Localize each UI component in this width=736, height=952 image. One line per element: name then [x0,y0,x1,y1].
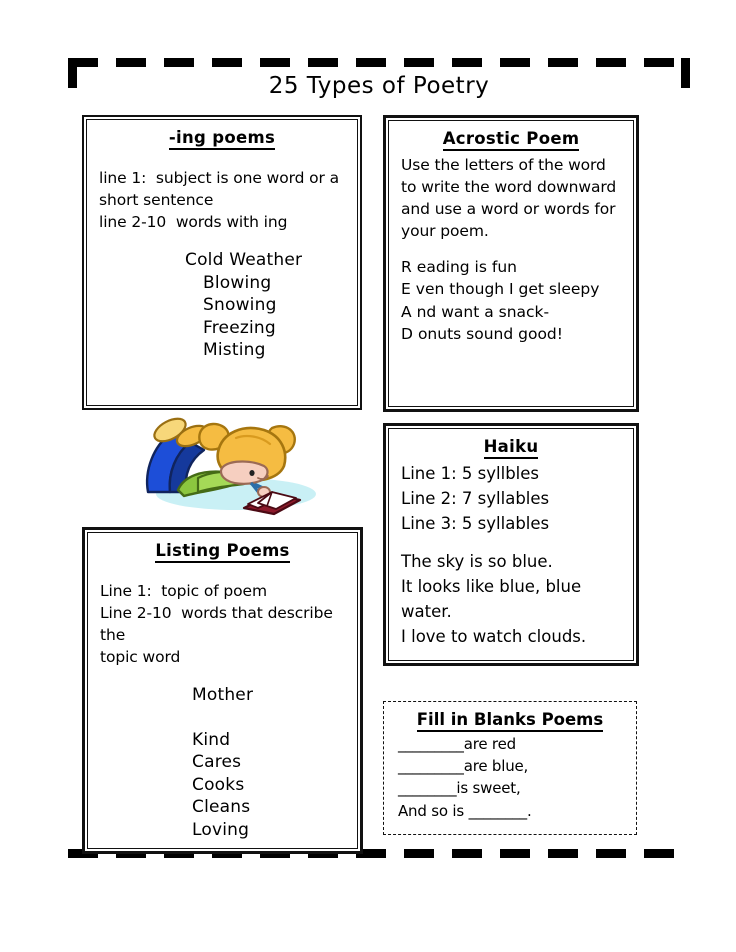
haiku-rule: Line 3: 5 syllables [401,513,550,533]
acrostic-line [401,256,621,278]
poem-line: I love to watch clouds. [401,626,587,646]
poem-line: Loving [192,820,250,841]
acrostic-letter: E [401,280,411,299]
ing-poems-rule: line 1: subject is one word or a [99,169,340,187]
ing-poems-rule: line 2-10 words with ing [99,213,288,231]
acrostic-rest: nd want a snack- [416,302,550,321]
dashed-border-top [68,58,690,67]
haiku-box [383,423,639,666]
acrostic-letter: A [401,302,412,321]
ing-poems-example [99,249,345,362]
poem-line: Blowing [203,272,272,293]
haiku-title: Haiku [401,437,621,456]
acrostic-rule: your poem. [401,222,489,240]
poem-line: The sky is so blue. [401,552,553,572]
dashed-border-left [68,58,77,858]
girl-reading-book-illustration [140,408,325,518]
poem-line: Misting [203,340,266,361]
poem-line: Cold Weather [185,250,303,270]
fill-in-blank-line: _________are red [398,735,516,753]
fill-in-blank-line: _________are blue, [398,757,529,776]
poem-line: Kind [192,729,231,750]
acrostic-rest: eading is fun [416,258,517,276]
ing-poems-rule: short sentence [99,191,214,209]
acrostic-rule: Use the letters of the word [401,156,606,174]
acrostic-rest: ven though I get sleepy [415,280,600,299]
haiku-rule: Line 1: 5 syllbles [401,464,540,483]
haiku-example [401,550,621,649]
poem-topic: Mother [192,685,254,705]
acrostic-line [401,323,621,345]
acrostic-rest: onuts sound good! [417,325,563,344]
fill-in-blank-line: And so is ________. [398,801,532,820]
listing-rule: topic word [100,648,181,666]
poem-line: It looks like blue, blue [401,577,582,596]
page-title: 25 Types of Poetry [268,73,490,99]
poem-line: water. [401,601,452,621]
acrostic-line [401,301,621,323]
acrostic-example [401,256,621,346]
ing-poems-title: -ing poems [99,128,345,147]
listing-poems-title: Listing Poems [100,541,345,560]
acrostic-poem-title: Acrostic Poem [401,129,621,148]
poem-line: Snowing [203,295,277,316]
acrostic-poem-box [383,115,639,412]
listing-example [100,684,345,842]
fill-in-blank-line: ________is sweet, [398,779,521,798]
listing-rule: Line 1: topic of poem [100,582,267,600]
acrostic-line [401,278,621,300]
poem-line: Cooks [192,774,245,795]
poem-line: Cares [192,752,242,773]
acrostic-letter: R [401,258,412,276]
ing-poems-box [82,115,362,410]
acrostic-letter: D [401,325,413,344]
listing-rule: Line 2-10 words that describe the [100,604,338,644]
acrostic-rule: and use a word or words for [401,200,616,218]
haiku-rule: Line 2: 7 syllables [401,488,550,508]
poem-line: Freezing [203,317,276,338]
poem-line: Cleans [192,797,251,818]
dashed-border-right [681,58,690,858]
acrostic-rule: to write the word downward [401,178,617,196]
fill-in-blanks-title: Fill in Blanks Poems [398,710,622,729]
girl-reading-book-icon [140,408,325,518]
listing-poems-box [82,527,363,854]
fill-in-blanks-box [383,701,637,835]
